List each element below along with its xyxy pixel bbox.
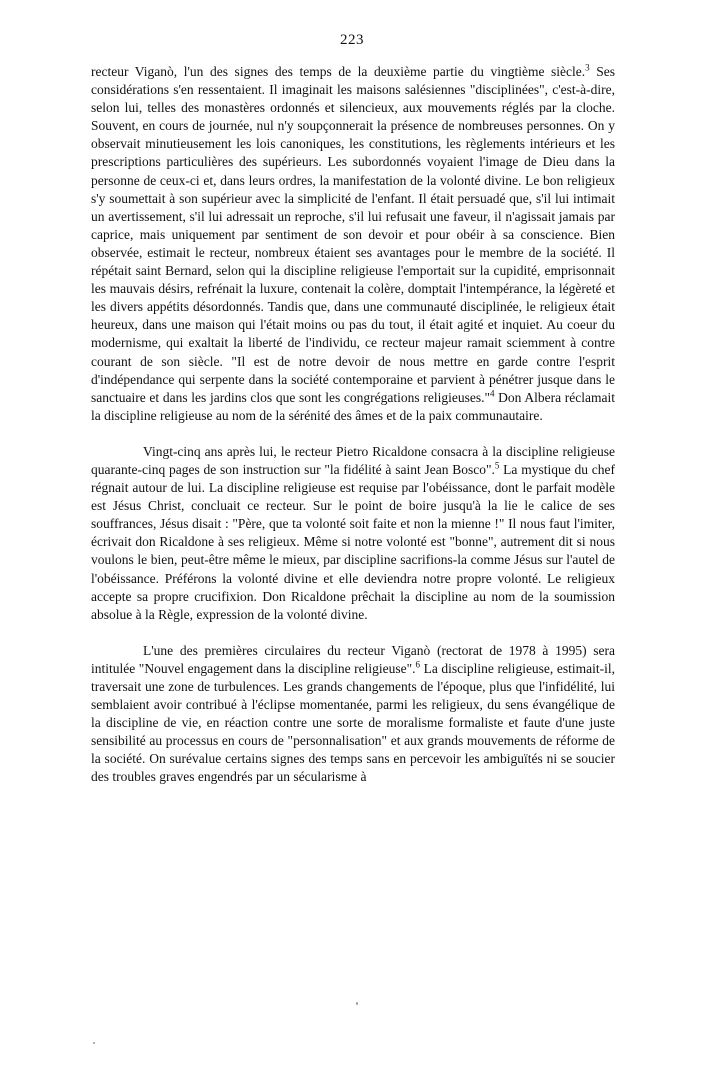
footnote-ref: 3 [585,62,590,73]
footnote-ref: 5 [494,460,500,471]
paragraph [91,443,615,624]
paragraph-text: La discipline religieuse, estimait-il, traversait une zone de turbulences. Les grands changements de l'époque, plus que l'infidélité, lui semblaient avoir contribué à l'éclipse momentanée, parmi les religieux, du sens évangélique de la discipline de vie, en réaction contre une sorte de moralisme formaliste et faute d'une juste sensibilité au processus en cours de "personnalisation" et aux grands mouvements de réforme de la société. On surévalue certains signes des temps sans en percevoir les ambiguïtés ni se soucier des troubles graves engendrés par un sécularisme à [91,660,615,785]
footnote-ref: 4 [489,388,495,399]
paragraph-text: L'une des premières circulaires du recteur Viganò (rectorat de 1978 à 1995) sera intitulée "Nouvel engagement dans la discipline religieuse". [91,642,615,676]
body-text [91,63,615,787]
paragraph-text: Don Albera réclamait la discipline religieuse au nom de la sérénité des âmes et de la paix communautaire. [91,389,615,423]
paragraph-text: Vingt-cinq ans après lui, le recteur Pietro Ricaldone consacra à la discipline religieuse quarante-cinq pages de son instruction sur "la fidélité à saint Jean Bosco". [91,443,615,477]
paragraph-text: recteur Viganò, l'un des signes des temps de la deuxième partie du vingtième siècle. [91,64,586,79]
paragraph [91,642,615,787]
page-number: 223 [340,32,364,48]
scan-speck [93,1042,95,1044]
paragraph [91,63,615,425]
footnote-ref: 6 [415,659,420,670]
paragraph-text: Ses considérations s'en ressentaient. Il imaginait les maisons salésiennes "disciplinées", c'est-à-dire, selon lui, telles des monastères ordonnés et silencieux, aux mouvements réglés par la cloche. Souvent, en cours de journée, nul n'y soupçonnerait la présence de nombreuses personnes. On y observait minutieusement les lois canoniques, les constitutions, les règlements intérieurs et les prescriptions particulières des supérieurs. Les subordonnés voyaient l'image de Dieu dans la personne de ceux-ci et, dans leurs ordres, la manifestation de la volonté divine. Le bon religieux s'y soumettait à son supérieur avec la simplicité de l'enfant. Il était persuadé que, s'il lui intimait un avertissement, s'il lui adressait un reproche, s'il lui refusait une faveur, il n'agissait jamais par caprice, mais uniquement par sentiment de son devoir et pour obéir à sa conscience. Bien observée, estimait le recteur, nombreux étaient ses avantages pour le membre de la société. Il répétait saint Bernard, selon qui la discipline religieuse l'emportait sur la cupidité, emprisonnait les mauvais désirs, refrénait la luxure, contenait la colère, domptait l'intempérance, la légèreté et les divers appétits désordonnés. Tandis que, dans une communauté disciplinée, le religieux était heureux, dans une maison qui l'était moins ou pas du tout, il était agité et inquiet. Au coeur du modernisme, qui exaltait la liberté de l'individu, ce recteur majeur ramait sciemment à contre courant de son siècle. "Il est de notre devoir de nous mettre en garde contre l'esprit d'indépendance qui serpente dans la société contemporaine et parvient à pénétrer jusque dans le sanctuaire et dans les jardins clos que sont les congrégations religieuses." [91,64,615,405]
scan-speck [356,1002,358,1005]
paragraph-text: La mystique du chef régnait autour de lui. La discipline religieuse est requise par l'obéissance, dont le parfait modèle est Jésus Christ, concluait ce recteur. Sur le point de boire jusqu'à la lie le calice de ses souffrances, Jésus disait : "Père, que ta volonté soit faite et non la mienne !" Il nous faut l'imiter, écrivait don Ricaldone à ses religieux. Même si notre volonté est "bonne", autrement dit si nous voulons le bien, peut-être même le mieux, par discipline sacrifions-la comme Jésus sur l'autel de l'obéissance. Préférons la volonté divine et elle deviendra notre propre volonté. Le religieux accepte sa propre crucifixion. Don Ricaldone prêchait la discipline au nom de la soumission absolue à la Règle, expression de la volonté divine. [91,461,615,622]
